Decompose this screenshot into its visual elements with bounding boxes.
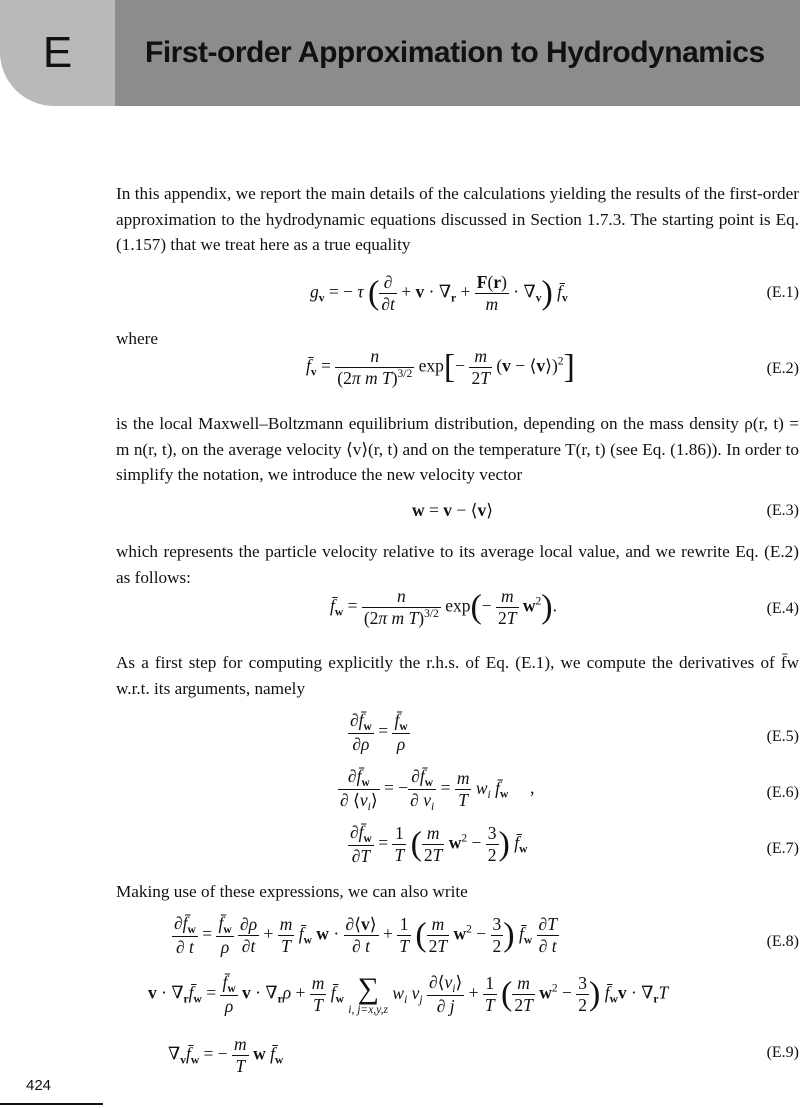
appendix-letter: E: [42, 28, 73, 77]
paragraph-making-use: Making use of these expressions, we can also write: [116, 882, 468, 901]
equation-number: (E.7): [766, 840, 799, 857]
equation-e6: $\frac{\partial f̄_w}{\partial ⟨v_i⟩}$ = − $\frac{\partial f̄_w}{\partial v_i}$ = $\frac{m}{T}$ $w_i$ $f̄_w$ , (E.6): [340, 766, 799, 813]
equation-number: (E.4): [766, 600, 799, 617]
paragraph-maxwell: is the local Maxwell–Boltzmann equilibrium distribution, depending on the mass density ρ(r, t) = m n(r, t), on the average velocity ⟨v⟩(r, t) and on the temperature T(r, t) (see Eq. (1.86)). In order to simplify the notation, we introduce the new velocity vector: [116, 414, 799, 484]
appendix-letter-box: [0, 0, 115, 106]
chapter-header: [0, 0, 800, 106]
paragraph-where: where: [116, 329, 158, 348]
title-bar: [115, 0, 800, 106]
equation-e3: w = v − ⟨v⟩ (E.3): [412, 500, 799, 520]
equation-number: (E.3): [766, 502, 799, 519]
equation-number: (E.5): [766, 728, 799, 745]
equation-e4: $f̄_w$ = $\frac{n}{(2\pi m T)^{3/2}}$ exp(− $\frac{m}{2T}$ $w^2$). (E.4): [330, 586, 799, 628]
equation-number: (E.1): [766, 284, 799, 301]
page-number: 424: [26, 1077, 52, 1094]
equation-number: (E.6): [766, 784, 799, 801]
equation-number: (E.8): [766, 933, 799, 950]
footer-rule: [0, 1103, 103, 1105]
equation-e5: $\frac{\partial f̄_w}{\partial\rho}$ = $\frac{f̄_w}{\rho}$ (E.5): [350, 710, 799, 754]
equation-e8-line2: $v \cdot \nabla_rf̄_w$ = $\frac{f̄_w}{\rho}$ $v \cdot \nabla_r\rho$ + $\frac{m}{T}$ $f̄_w$ ∑ i, j=x,y,z $w_i$ $v_j$ $\frac{\partial⟨v_i⟩}{\partial j}$ + $\frac{1}{T}$ ( $\frac{m}{2T}$ $w^2$ − $\frac{3}{2}$ ) $f̄_wv \cdot \nabla_rT$: [148, 971, 669, 1016]
equation-e9: $\nabla_vf̄_w$ = − $\frac{m}{T}$ w $f̄_w$ (E.9): [168, 1034, 799, 1076]
equation-e7: $\frac{\partial f̄_w}{\partial T}$ = $\frac{1}{T}$ ( $\frac{m}{2T}$ $w^2$ − $\frac{3}{2}$ ) $f̄_w$ (E.7): [350, 822, 799, 866]
equation-e1: $g_v$ = − τ ( $\frac{\partial}{\partial t}$ + $v \cdot \nabla_r$ + $\frac{F(r)}{m}$ · $\nabla_v$) $f̄_v$ (E.1): [310, 272, 799, 314]
equation-number: (E.2): [766, 360, 799, 377]
equation-number: (E.9): [766, 1044, 799, 1061]
paragraph-first-step: As a first step for computing explicitly the r.h.s. of Eq. (E.1), we compute the derivatives of f̄w w.r.t. its arguments, namely: [116, 653, 799, 698]
paragraph-rewrite: which represents the particle velocity relative to its average local value, and we rewrite Eq. (E.2) as follows:: [116, 542, 799, 587]
equation-e2: $f̄_v$ = $\frac{n}{(2\pi m T)^{3/2}}$ exp[− $\frac{m}{2T}$ (v − ⟨v⟩)$^2$] (E.2): [306, 346, 799, 388]
appendix-title: First-order Approximation to Hydrodynamics: [145, 36, 765, 69]
equation-e8-line1: $\frac{\partial f̄_w}{\partial t}$ = $\frac{f̄_w}{\rho}$ $\frac{\partial\rho}{\partial t}$ + $\frac{m}{T}$ $f̄_w$ w · $\frac{\partial⟨v⟩}{\partial t}$ + $\frac{1}{T}$ ( $\frac{m}{2T}$ $w^2$ − $\frac{3}{2}$ ) $f̄_w$ $\frac{\partial T}{\partial t}$ (E.8): [174, 913, 799, 957]
paragraph-intro: In this appendix, we report the main details of the calculations yielding the results of the first-order approximation to the hydrodynamic equations discussed in Section 1.7.3. The starting point is Eq. (1.157) that we treat here as a true equality: [116, 184, 799, 254]
